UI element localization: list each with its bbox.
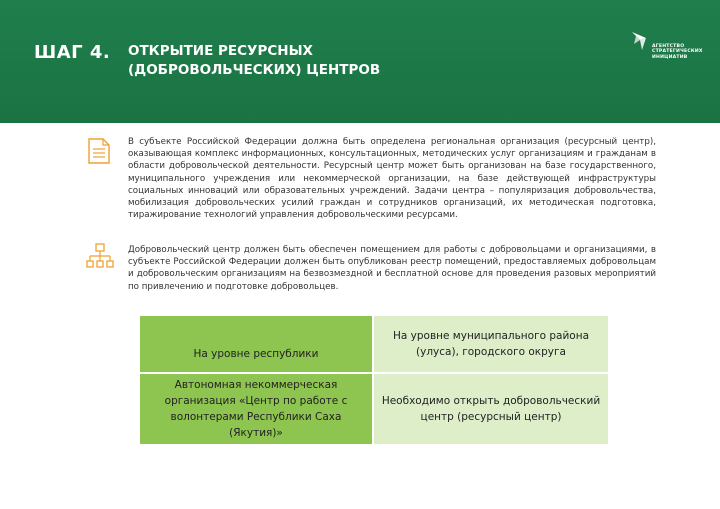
title-line-1: ОТКРЫТИЕ РЕСУРСНЫХ: [128, 43, 313, 59]
paragraph-volunteer-center: Добровольческий центр должен быть обеспечен помещением для работы с добровольцами и организациями, в субъекте Российской Федерации должен быть опубликован реестр помещений, предоставляемых добровольцам и добровольческим организациям на безвозмездной и бесплатной основе для проведения разовых мероприятий по привлечению и подготовке добровольцев.: [128, 245, 656, 292]
levels-table: [140, 316, 608, 444]
logo-line-3: ИНИЦИАТИВ: [652, 54, 688, 60]
table-cell-republic: Автономная некоммерческая организация «Центр по работе с волонтерами Республики Саха (Якутия)»: [140, 372, 374, 444]
org-structure-icon: [86, 243, 114, 271]
table-header-republic: На уровне республики: [140, 316, 374, 372]
header-banner: [0, 0, 720, 123]
title-line-2: (ДОБРОВОЛЬЧЕСКИХ) ЦЕНТРОВ: [128, 62, 381, 78]
table-header-municipal: На уровне муниципального района (улуса), городского округа: [374, 316, 608, 372]
step-label: ШАГ 4.: [34, 42, 111, 63]
page-title: [128, 42, 380, 80]
paragraph-resource-center: В субъекте Российской Федерации должна быть определена региональная организация (ресурсный центр), оказывающая комплекс информационных, консультационных, методических услуг организациям и гражданам в области добровольческой деятельности. Ресурсный центр может быть организован на базе государственного, муниципального учреждения или некоммерческой организации, на базе действующей инфраструктуры социальных инноваций или образовательных учреждений. Задачи центра – популяризация добровольчества, мобилизация добровольческих усилий граждан и сотрудников организаций, их методическая подготовка, тиражирование технологий управления добровольческими ресурсами.: [128, 137, 656, 221]
agency-logo-text: [652, 44, 703, 60]
table-cell-municipal: Необходимо открыть добровольческий центр (ресурсный центр): [374, 372, 608, 444]
document-icon: [88, 138, 110, 164]
logo-line-2: СТРАТЕГИЧЕСКИХ: [652, 49, 703, 55]
logo-line-1: АГЕНТСТВО: [652, 44, 685, 49]
